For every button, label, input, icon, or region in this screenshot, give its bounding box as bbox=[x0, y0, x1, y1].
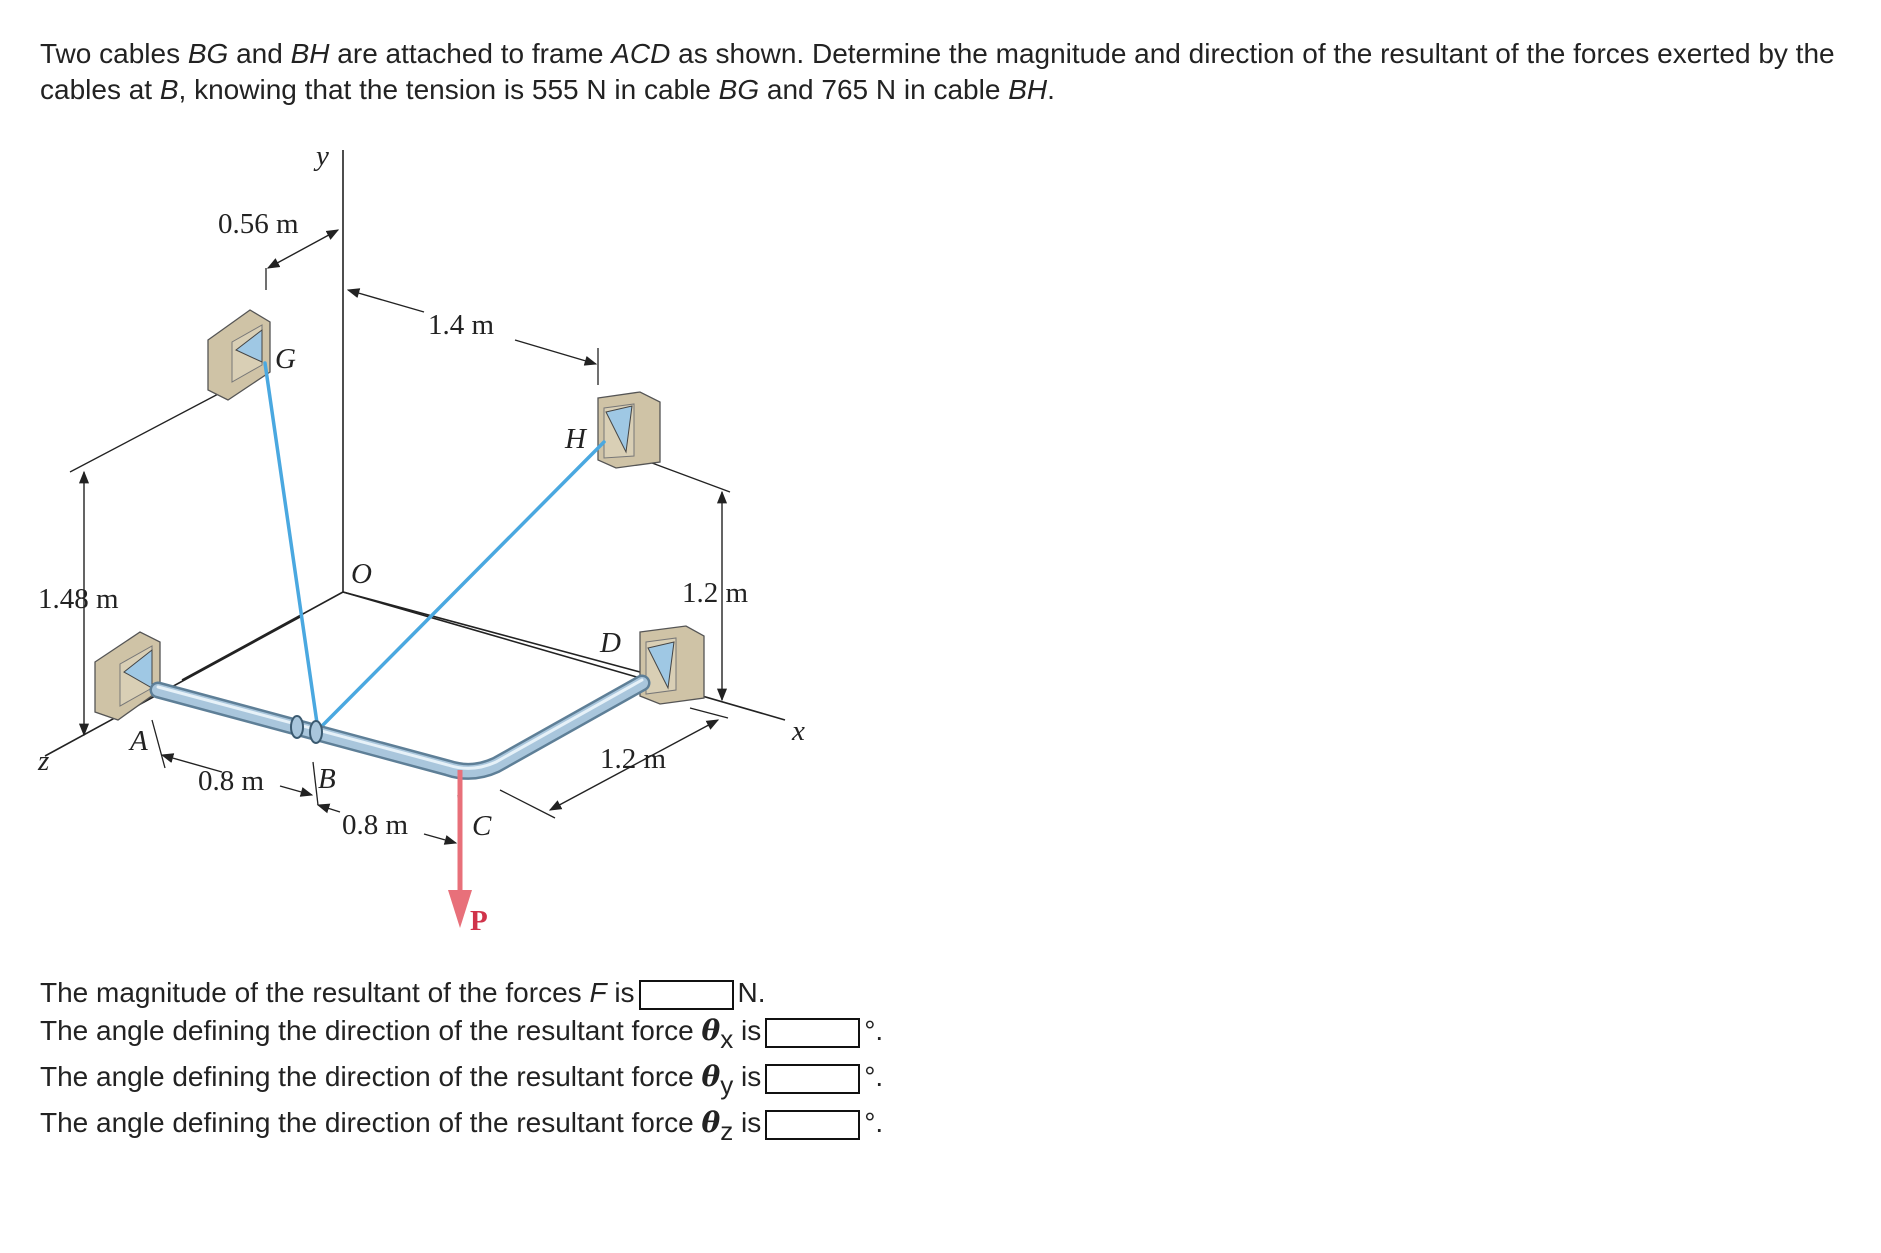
answer-label: The angle defining the direction of the resultant force bbox=[40, 1015, 702, 1046]
theta-subscript: z bbox=[720, 1116, 734, 1146]
label-d: D bbox=[600, 627, 621, 659]
dim-arrow-08b bbox=[424, 834, 456, 843]
var-bg: BG bbox=[718, 74, 760, 105]
extension-line bbox=[500, 790, 555, 818]
cable-bg bbox=[265, 363, 318, 730]
dim-label-12-vertical: 1.2 m bbox=[682, 577, 749, 609]
dim-arrow-14 bbox=[515, 340, 596, 364]
theta-symbol: θ bbox=[701, 1014, 721, 1047]
answer-label: is bbox=[733, 1015, 762, 1046]
theta-symbol: θ bbox=[701, 1060, 721, 1093]
label-o: O bbox=[351, 558, 372, 590]
var-f: F bbox=[589, 977, 607, 1008]
unit-label: °. bbox=[864, 1061, 884, 1092]
var-b: B bbox=[159, 74, 179, 105]
label-b: B bbox=[318, 763, 336, 795]
dim-label-148: 1.48 m bbox=[38, 583, 119, 615]
answer-label: The magnitude of the resultant of the forces bbox=[40, 977, 590, 1008]
cables bbox=[265, 363, 604, 730]
dim-arrow-14 bbox=[348, 290, 424, 312]
theta-subscript: x bbox=[720, 1024, 734, 1054]
extension-line bbox=[690, 708, 728, 718]
x-axis bbox=[343, 592, 785, 720]
label-x: x bbox=[792, 715, 805, 747]
answer-row-theta-x bbox=[40, 1013, 884, 1054]
unit-label: °. bbox=[864, 1015, 884, 1046]
problem-text: . bbox=[1047, 74, 1055, 105]
floor-edge-line bbox=[182, 592, 343, 680]
unit-label: °. bbox=[864, 1107, 884, 1138]
problem-text: Two cables bbox=[40, 38, 188, 69]
magnitude-input[interactable] bbox=[639, 980, 734, 1010]
dim-label-08b: 0.8 m bbox=[342, 809, 409, 841]
answer-row-magnitude bbox=[40, 975, 766, 1011]
answer-label: The angle defining the direction of the resultant force bbox=[40, 1061, 702, 1092]
extension-line bbox=[152, 720, 165, 768]
problem-text: are attached to frame bbox=[329, 38, 612, 69]
answer-label: is bbox=[733, 1107, 762, 1138]
var-bg: BG bbox=[187, 38, 229, 69]
var-acd: ACD bbox=[611, 38, 671, 69]
theta-x-input[interactable] bbox=[765, 1018, 860, 1048]
dim-label-08a: 0.8 m bbox=[198, 765, 265, 797]
bracket-a bbox=[95, 632, 160, 720]
label-h: H bbox=[565, 423, 586, 455]
theta-subscript: y bbox=[720, 1070, 734, 1100]
theta-y-input[interactable] bbox=[765, 1064, 860, 1094]
unit-label: N. bbox=[737, 977, 766, 1008]
answer-label: The angle defining the direction of the resultant force bbox=[40, 1107, 702, 1138]
answer-row-theta-y bbox=[40, 1059, 884, 1100]
var-bh: BH bbox=[1008, 74, 1048, 105]
answer-row-theta-z bbox=[40, 1105, 884, 1146]
problem-text: , knowing that the tension is 555 N in cable bbox=[178, 74, 719, 105]
theta-symbol: θ bbox=[701, 1106, 721, 1139]
answer-label: is bbox=[733, 1061, 762, 1092]
answer-label: is bbox=[606, 977, 635, 1008]
label-y: y bbox=[316, 140, 329, 172]
theta-z-input[interactable] bbox=[765, 1110, 860, 1140]
extension-line bbox=[652, 463, 730, 492]
bracket-g bbox=[208, 310, 270, 400]
dim-label-12-depth: 1.2 m bbox=[600, 743, 667, 775]
bracket-h bbox=[598, 392, 660, 468]
extension-line bbox=[70, 392, 222, 472]
label-z: z bbox=[38, 745, 50, 777]
problem-text: as shown. Determine the magnitude and direction of the resultant of the forces exerted by the cables at bbox=[40, 38, 1835, 105]
force-p-arrow bbox=[448, 770, 472, 928]
dim-label-056: 0.56 m bbox=[218, 208, 299, 240]
label-c: C bbox=[472, 810, 492, 842]
dim-arrow-08a bbox=[280, 786, 312, 795]
bracket-d bbox=[640, 626, 704, 704]
problem-text: and bbox=[228, 38, 291, 69]
frame-acd bbox=[158, 683, 642, 771]
dim-label-14: 1.4 m bbox=[428, 309, 495, 341]
point-labels bbox=[37, 140, 805, 937]
dim-arrow-08b bbox=[318, 805, 340, 812]
problem-text: and 765 N in cable bbox=[759, 74, 1009, 105]
label-p: P bbox=[470, 905, 488, 937]
label-g: G bbox=[275, 343, 296, 375]
label-a: A bbox=[130, 725, 148, 757]
var-bh: BH bbox=[290, 38, 330, 69]
